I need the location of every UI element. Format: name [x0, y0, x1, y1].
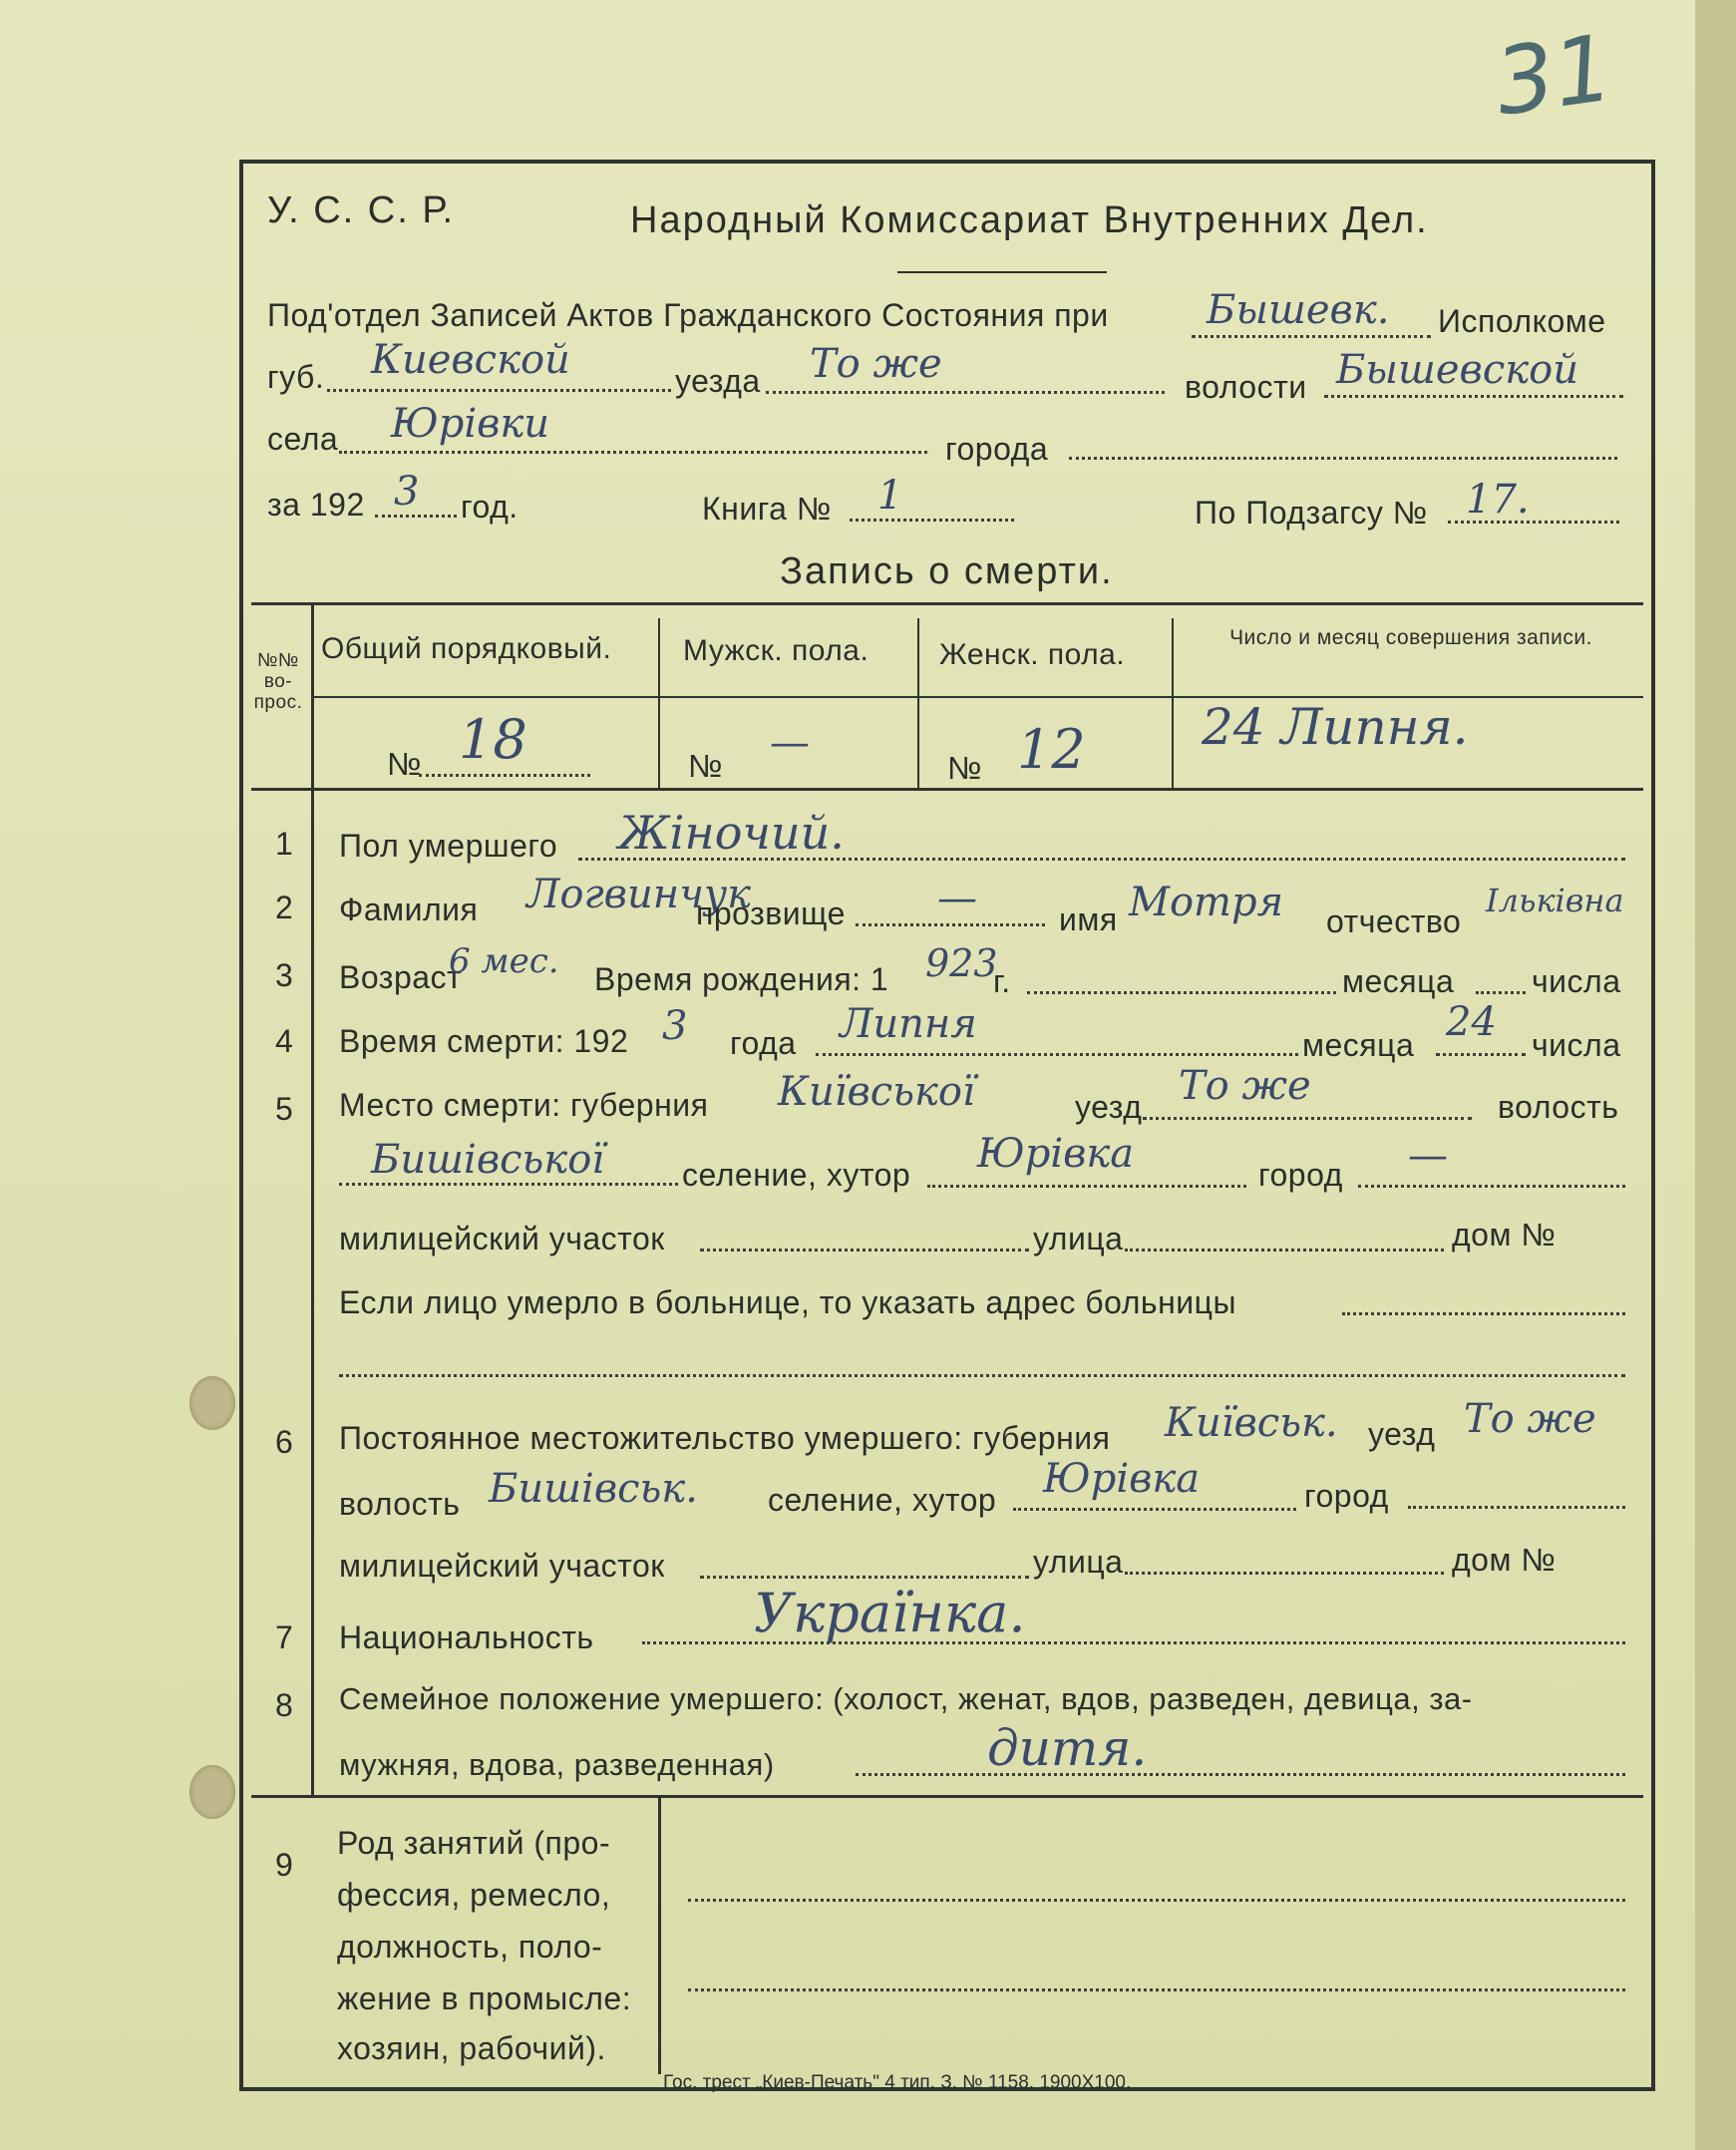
hw-death-day: 24: [1446, 999, 1497, 1045]
hw-birth: 923: [925, 941, 998, 985]
q9-line-5: хозяин, рабочий).: [337, 2030, 606, 2066]
q6-dom-label: дом №: [1452, 1542, 1557, 1578]
hw-res-selo: Юрівка: [1043, 1456, 1201, 1502]
q2-nickname-label: прозвище: [696, 896, 846, 931]
hw-selo: Юрівки: [391, 401, 550, 447]
dotted-line: [1324, 395, 1623, 398]
q-number: 9: [275, 1847, 294, 1883]
dotted-line: [1192, 335, 1431, 338]
subdept-label: Под'отдел Записей Актов Гражданского Состояния при: [267, 297, 1109, 333]
dotted-line: [1027, 991, 1336, 994]
dotted-line: [688, 1899, 1625, 1902]
col-male-header: Мужск. пола.: [683, 634, 869, 667]
q5-milit-label: милицейский участок: [339, 1221, 665, 1256]
ispolkom-label: Исполкоме: [1438, 303, 1606, 339]
hw-name: Мотря: [1129, 880, 1284, 925]
hw-res-uezd: То же: [1464, 1396, 1596, 1442]
q7-label: Национальность: [339, 1619, 594, 1655]
q-number: 2: [275, 890, 294, 925]
q9-line-3: должность, поло-: [337, 1929, 603, 1965]
q-number: 5: [275, 1091, 294, 1127]
col-female-header: Женск. пола.: [939, 638, 1126, 671]
q6-label: Постоянное местожительство умершего: губерния: [339, 1420, 1111, 1456]
hw-book: 1: [877, 473, 903, 519]
q5-label: Место смерти: губерния: [339, 1087, 709, 1123]
q3-age-label: Возраст: [339, 959, 463, 995]
hw-date: 24 Липня.: [1202, 698, 1469, 756]
q5-gorod-label: город: [1258, 1157, 1343, 1193]
q3-month-label: месяца: [1342, 963, 1455, 999]
hw-death-uezd: То же: [1179, 1063, 1311, 1109]
hw-q1: Жіночий.: [618, 806, 845, 860]
dotted-line: [339, 1374, 1625, 1377]
q4-month-label: месяца: [1302, 1027, 1415, 1063]
q1-label: Пол умершего: [339, 828, 558, 864]
q6-milit-label: милицейский участок: [339, 1548, 665, 1584]
gorod-label: города: [945, 431, 1049, 467]
selo-label: села: [267, 421, 339, 457]
hw-uezd: То же: [810, 341, 942, 387]
hw-ispolkom: Бышевк.: [1207, 287, 1390, 333]
q5-uezd-label: уезд: [1075, 1089, 1143, 1125]
table-rule: [251, 602, 1643, 605]
dotted-line: [327, 389, 671, 392]
q6-gorod-label: город: [1304, 1478, 1389, 1514]
q6-uezd-label: уезд: [1368, 1416, 1436, 1452]
no-label: №: [387, 746, 422, 782]
q-number: 7: [275, 1619, 294, 1655]
dotted-line: [850, 519, 1014, 522]
q5-ulica-label: улица: [1033, 1221, 1124, 1256]
page-edge: [1695, 0, 1736, 2150]
hw-res-volost: Бишівськ.: [489, 1466, 698, 1512]
punch-hole: [189, 1376, 235, 1430]
no-label: №: [688, 748, 723, 784]
dotted-line: [339, 451, 927, 454]
page-number: 31: [1489, 14, 1619, 137]
commissariat-title: Народный Комиссариат Внутренних Дел.: [630, 199, 1429, 241]
dotted-line: [1125, 1572, 1444, 1575]
hw-podzags: 17.: [1466, 477, 1530, 523]
column-rule: [658, 1795, 661, 2074]
hw-death-gub: Київської: [778, 1069, 975, 1115]
dotted-line: [700, 1249, 1029, 1252]
q8-label-2: мужняя, вдова, разведенная): [339, 1747, 775, 1782]
hw-death-selo: Юрівка: [977, 1131, 1135, 1177]
dotted-line: [856, 1773, 1625, 1776]
q2-patronymic-label: отчество: [1326, 903, 1462, 939]
col-total-header: Общий порядковый.: [321, 632, 612, 665]
q4-label: Время смерти: 192: [339, 1023, 629, 1059]
q-number: 3: [275, 957, 294, 993]
dotted-line: [1125, 1249, 1444, 1252]
column-rule: [917, 618, 919, 788]
dotted-line: [419, 774, 590, 777]
q8-label-1: Семейное положение умершего: (холост, женат, вдов, разведен, девица, за-: [339, 1681, 1473, 1716]
hw-patronymic: Ільківна: [1486, 882, 1624, 919]
dotted-line: [1436, 1053, 1526, 1056]
hw-death-year: 3: [662, 1003, 688, 1049]
hw-death-gorod: —: [1408, 1133, 1448, 1179]
q2-name-label: имя: [1059, 901, 1118, 937]
q6-volost-label: волость: [339, 1486, 461, 1522]
q-number: 6: [275, 1424, 294, 1460]
dotted-line: [339, 1183, 678, 1186]
hw-marital: дитя.: [987, 1719, 1148, 1777]
column-rule: [658, 618, 660, 788]
q9-line-2: фессия, ремесло,: [337, 1877, 611, 1913]
q-number: 4: [275, 1023, 294, 1059]
volost-label: волости: [1185, 369, 1307, 405]
q4-day-label: числа: [1532, 1027, 1621, 1063]
q2-surname-label: Фамилия: [339, 892, 479, 927]
hw-surname: Логвинчук: [526, 872, 752, 917]
no-label: №: [947, 750, 982, 786]
col-date-header: Число и месяц совершения записи.: [1229, 626, 1592, 649]
q9-line-4: жение в промысле:: [337, 1980, 632, 2016]
q4-year-label: года: [730, 1025, 797, 1061]
dotted-line: [766, 391, 1165, 394]
year-suffix: год.: [461, 489, 519, 525]
dotted-line: [700, 1576, 1029, 1579]
q9-line-1: Род занятий (про-: [337, 1825, 611, 1861]
table-rule: [251, 788, 1643, 791]
uezd-label: уезда: [675, 363, 761, 399]
dotted-line: [816, 1053, 1298, 1056]
book-label: Книга №: [702, 491, 832, 527]
dotted-line: [1342, 1312, 1625, 1315]
hw-male: —: [770, 720, 810, 766]
hw-nationality: Українка.: [754, 1582, 1026, 1644]
hw-age: 6 мес.: [449, 941, 559, 981]
dotted-line: [1069, 457, 1617, 460]
hw-year: 3: [394, 469, 420, 515]
column-rule: [311, 602, 314, 1795]
hw-res-gub: Київськ.: [1165, 1400, 1338, 1446]
q5-dom-label: дом №: [1452, 1217, 1557, 1253]
punch-hole: [189, 1765, 235, 1819]
dotted-line: [1358, 1185, 1625, 1188]
q5-hospital-label: Если лицо умерло в больнице, то указать адрес больницы: [339, 1284, 1236, 1320]
hw-gub: Киевской: [371, 337, 570, 383]
dotted-line: [1476, 991, 1526, 994]
hw-death-month: Липня: [840, 1001, 977, 1047]
hw-total: 18: [459, 708, 527, 771]
q3-g-label: г.: [993, 963, 1011, 999]
printer-imprint: Гос. трест „Киев-Печать" 4 тип. З. № 1158. 1900Х100.: [663, 2072, 1132, 2093]
column-rule: [1172, 618, 1174, 788]
q3-day-label: числа: [1532, 963, 1621, 999]
record-title: Запись о смерти.: [780, 550, 1114, 592]
divider: [897, 271, 1107, 273]
q-number: 8: [275, 1687, 294, 1723]
dotted-line: [1013, 1508, 1296, 1511]
dotted-line: [375, 515, 457, 518]
republic-title: У. С. С. Р.: [267, 189, 456, 231]
hw-death-volost: Бишівської: [371, 1137, 605, 1183]
table-rule: [251, 1795, 1643, 1798]
hw-female: 12: [1017, 718, 1086, 781]
dotted-line: [1143, 1117, 1472, 1120]
q5-selo-label: селение, хутор: [682, 1157, 911, 1193]
dotted-line: [688, 1988, 1625, 1991]
q3-birth-label: Время рождения: 1: [594, 961, 889, 997]
hw-volost: Бышевской: [1336, 347, 1578, 393]
q6-ulica-label: улица: [1033, 1544, 1124, 1580]
podzags-label: По Подзагсу №: [1195, 495, 1428, 531]
q5-volost-label: волость: [1498, 1089, 1619, 1125]
hw-nickname: —: [937, 876, 977, 921]
q6-selo-label: селение, хутор: [768, 1482, 997, 1518]
dotted-line: [1408, 1506, 1625, 1509]
year-label: за 192: [267, 487, 365, 523]
col-q-header: №№ во-прос.: [253, 650, 303, 713]
dotted-line: [856, 923, 1045, 926]
dotted-line: [927, 1185, 1246, 1188]
q-number: 1: [275, 826, 294, 862]
gub-label: губ.: [267, 359, 325, 395]
